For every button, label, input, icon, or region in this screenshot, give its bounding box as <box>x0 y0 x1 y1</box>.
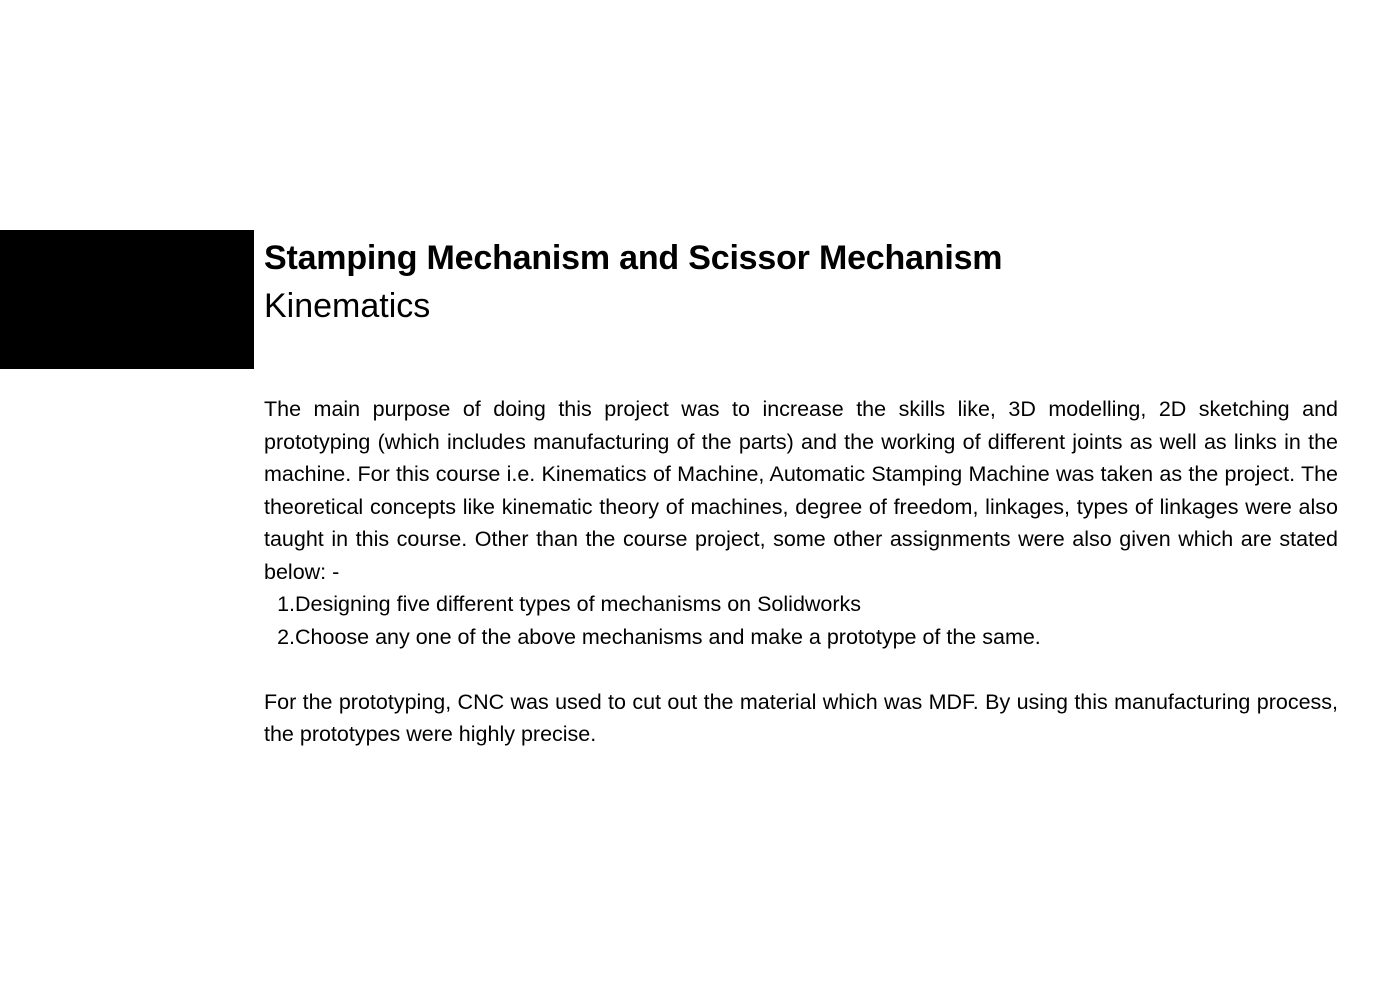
page-title: Stamping Mechanism and Scissor Mechanism <box>264 239 1003 277</box>
prototyping-paragraph: For the prototyping, CNC was used to cut out the material which was MDF. By using this manufacturing process, the prototypes were highly precise. <box>264 689 1338 746</box>
paragraph-spacer <box>264 653 1338 686</box>
list-item <box>264 621 1338 654</box>
list-item <box>264 588 1338 621</box>
assignment-list <box>264 588 1338 653</box>
intro-paragraph: The main purpose of doing this project was to increase the skills like, 3D modelling, 2D sketching and prototyping (which includes manufacturing of the parts) and the working of different joints as well as links in the machine. For this course i.e. Kinematics of Machine, Automatic Stamping Machine was taken as the project. The theoretical concepts like kinematic theory of machines, degree of freedom, linkages, types of linkages were also taught in this course. Other than the course project, some other assignments were also given which are stated below: - <box>264 397 1338 584</box>
list-item-text: Designing five different types of mechanisms on Solidworks <box>295 592 862 616</box>
page-subtitle: Kinematics <box>264 287 431 325</box>
black-header-block <box>0 230 254 369</box>
list-item-text: Choose any one of the above mechanisms and make a prototype of the same. <box>295 624 1041 649</box>
list-item-number: 1. <box>277 592 295 616</box>
list-item-number: 2. <box>277 624 295 649</box>
body-content <box>264 393 1338 751</box>
